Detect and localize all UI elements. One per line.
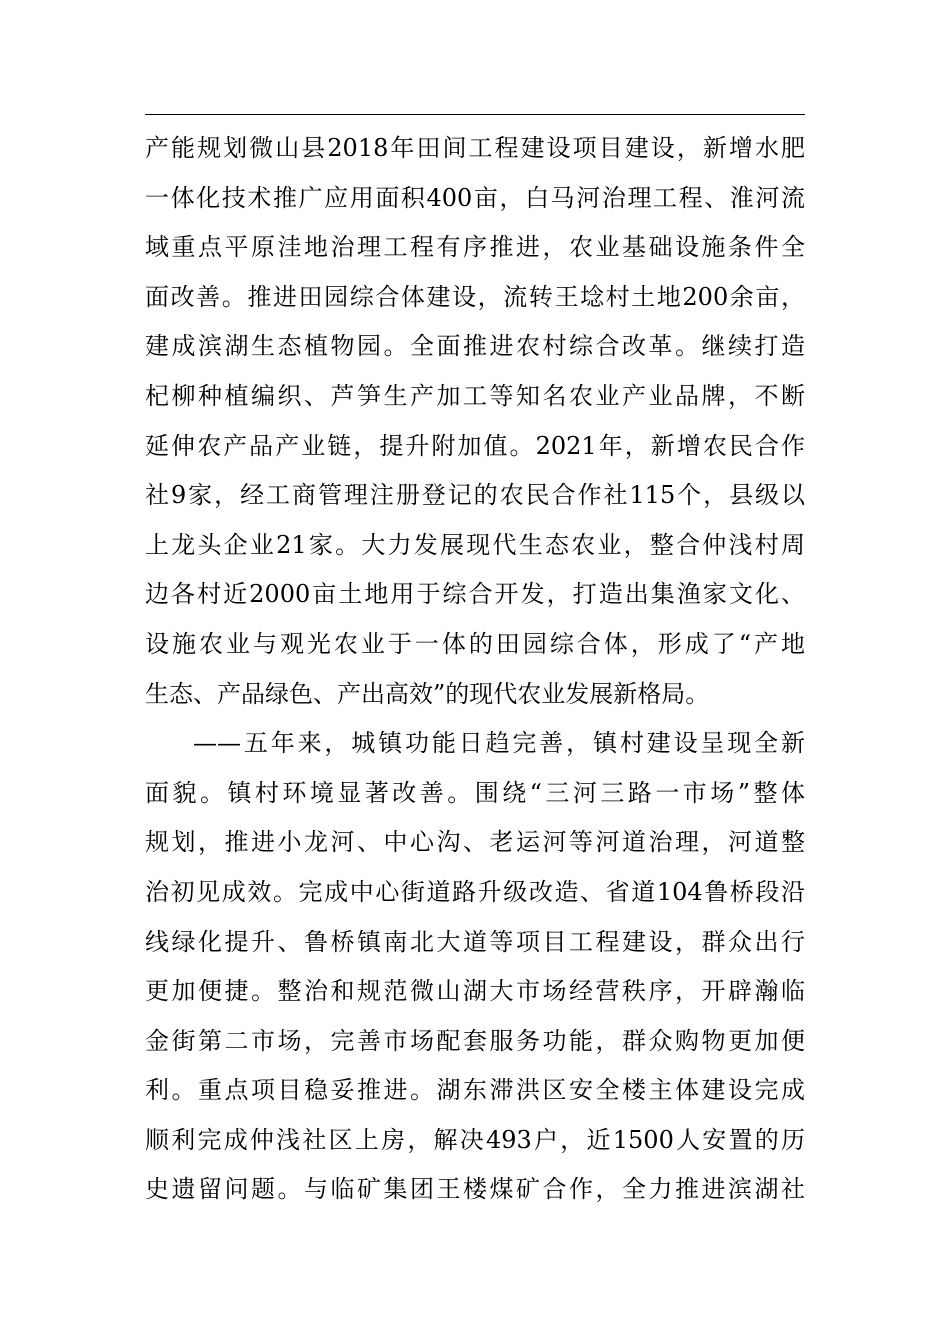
text-line: 设施农业与观光农业于一体的田园综合体，形成了“产地 bbox=[145, 629, 805, 658]
text-line: 更加便捷。整治和规范微山湖大市场经营秩序，开辟瀚临 bbox=[145, 977, 805, 1006]
text-line: 线绿化提升、鲁桥镇南北大道等项目工程建设，群众出行 bbox=[145, 927, 805, 956]
text-line: 产能规划微山县2018年田间工程建设项目建设，新增水肥 bbox=[145, 134, 805, 162]
text-line: 史遗留问题。与临矿集团王楼煤矿合作，全力推进滨湖社 bbox=[145, 1175, 805, 1204]
text-line: 金街第二市场，完善市场配套服务功能，群众购物更加便 bbox=[145, 1026, 805, 1055]
text-line: 规划，推进小龙河、中心沟、老运河等河道治理，河道整 bbox=[145, 828, 805, 857]
text-line: ——五年来，城镇功能日趋完善，镇村建设呈现全新 bbox=[193, 729, 805, 758]
text-line: 利。重点项目稳妥推进。湖东滞洪区安全楼主体建设完成 bbox=[145, 1076, 805, 1105]
header-rule bbox=[145, 114, 805, 115]
text-line: 域重点平原洼地治理工程有序推进，农业基础设施条件全 bbox=[145, 233, 805, 262]
text-line: 面改善。推进田园综合体建设，流转王埝村土地200余亩， bbox=[145, 282, 805, 311]
text-line: 顺利完成仲浅社区上房，解决493户，近1500人安置的历 bbox=[145, 1125, 805, 1154]
text-line: 一体化技术推广应用面积400亩，白马河治理工程、淮河流 bbox=[145, 183, 805, 212]
body-text bbox=[145, 124, 805, 1215]
text-line: 建成滨湖生态植物园。全面推进农村综合改革。继续打造 bbox=[145, 332, 805, 361]
text-line: 边各村近2000亩土地用于综合开发，打造出集渔家文化、 bbox=[145, 580, 805, 609]
text-line: 杞柳种植编织、芦笋生产加工等知名农业产业品牌，不断 bbox=[145, 381, 805, 410]
text-line: 延伸农产品产业链，提升附加值。2021年，新增农民合作 bbox=[145, 431, 805, 460]
text-line: 治初见成效。完成中心街道路升级改造、省道104鲁桥段沿 bbox=[145, 877, 805, 906]
text-line: 上龙头企业21家。大力发展现代生态农业，整合仲浅村周 bbox=[145, 530, 805, 559]
text-line: 面貌。镇村环境显著改善。围绕“三河三路一市场”整体 bbox=[145, 778, 805, 807]
text-line: 生态、产品绿色、产出高效”的现代农业发展新格局。 bbox=[145, 679, 710, 708]
text-line: 社9家，经工商管理注册登记的农民合作社115个，县级以 bbox=[145, 481, 805, 510]
